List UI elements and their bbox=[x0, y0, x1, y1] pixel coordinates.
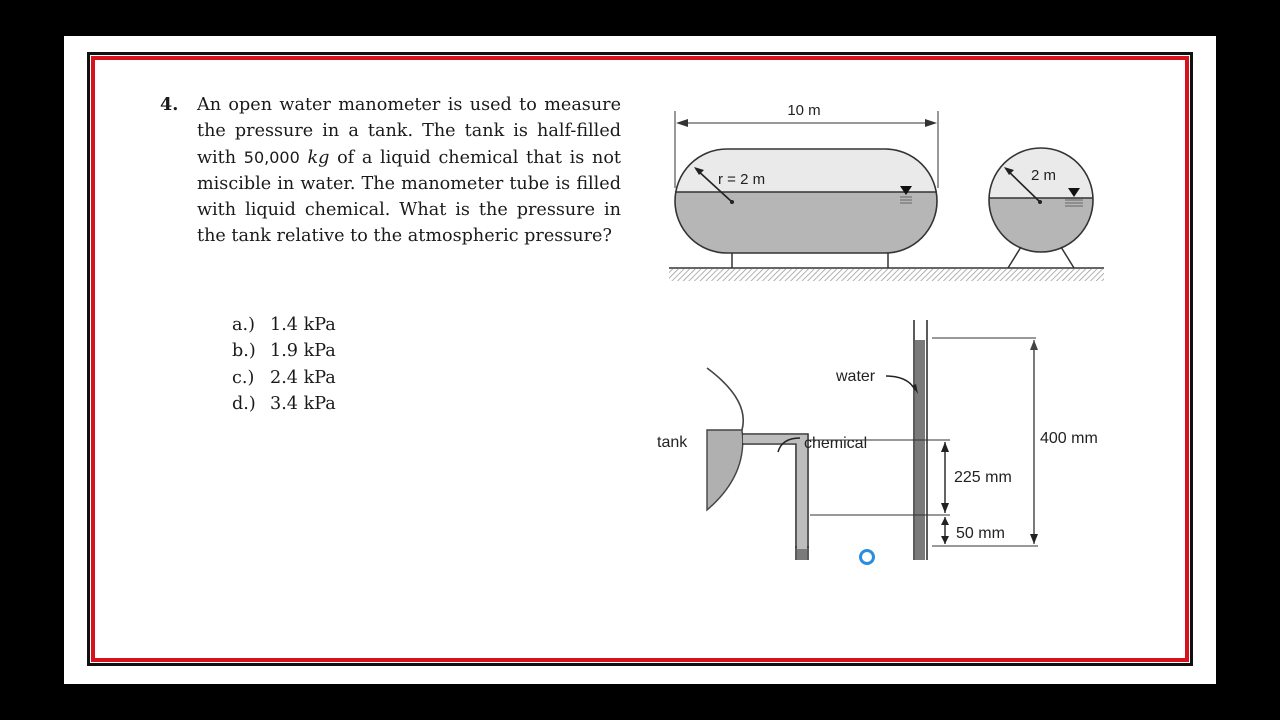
height-50-label: 50 mm bbox=[956, 525, 1005, 542]
mass-unit: kg bbox=[307, 147, 330, 168]
tank-label: tank bbox=[657, 434, 688, 451]
end-radius-label: 2 m bbox=[1031, 167, 1057, 184]
choice-b[interactable]: b.) 1.9 kPa bbox=[232, 341, 336, 362]
question-number: 4. bbox=[160, 94, 179, 115]
mass-value: 50,000 bbox=[243, 147, 300, 167]
manometer-figure bbox=[650, 310, 1120, 560]
water-label: water bbox=[836, 368, 876, 385]
tank-figure bbox=[664, 96, 1114, 296]
slide bbox=[64, 36, 1216, 684]
answer-choices bbox=[232, 312, 336, 417]
chemical-label: chemical bbox=[804, 435, 868, 452]
tank-length-label: 10 m bbox=[787, 102, 821, 119]
height-225-label: 225 mm bbox=[954, 469, 1012, 486]
height-400-label: 400 mm bbox=[1040, 430, 1098, 447]
cursor-indicator-icon bbox=[859, 549, 875, 565]
choice-a[interactable]: a.) 1.4 kPa bbox=[232, 315, 336, 335]
question-text: An open water manometer is used to measure the pressure in a tank. The tank is half-filled with 50,000 kg of a liquid chemical that is not miscible in water. The manometer tube is filled with liquid chemical. What is the pressure in the tank relative to the atmospheric pressure? bbox=[197, 95, 621, 247]
tank-radius-label: r = 2 m bbox=[718, 171, 766, 188]
choice-d[interactable]: d.) 3.4 kPa bbox=[232, 393, 336, 414]
choice-c[interactable]: c.) 2.4 kPa bbox=[232, 367, 336, 388]
